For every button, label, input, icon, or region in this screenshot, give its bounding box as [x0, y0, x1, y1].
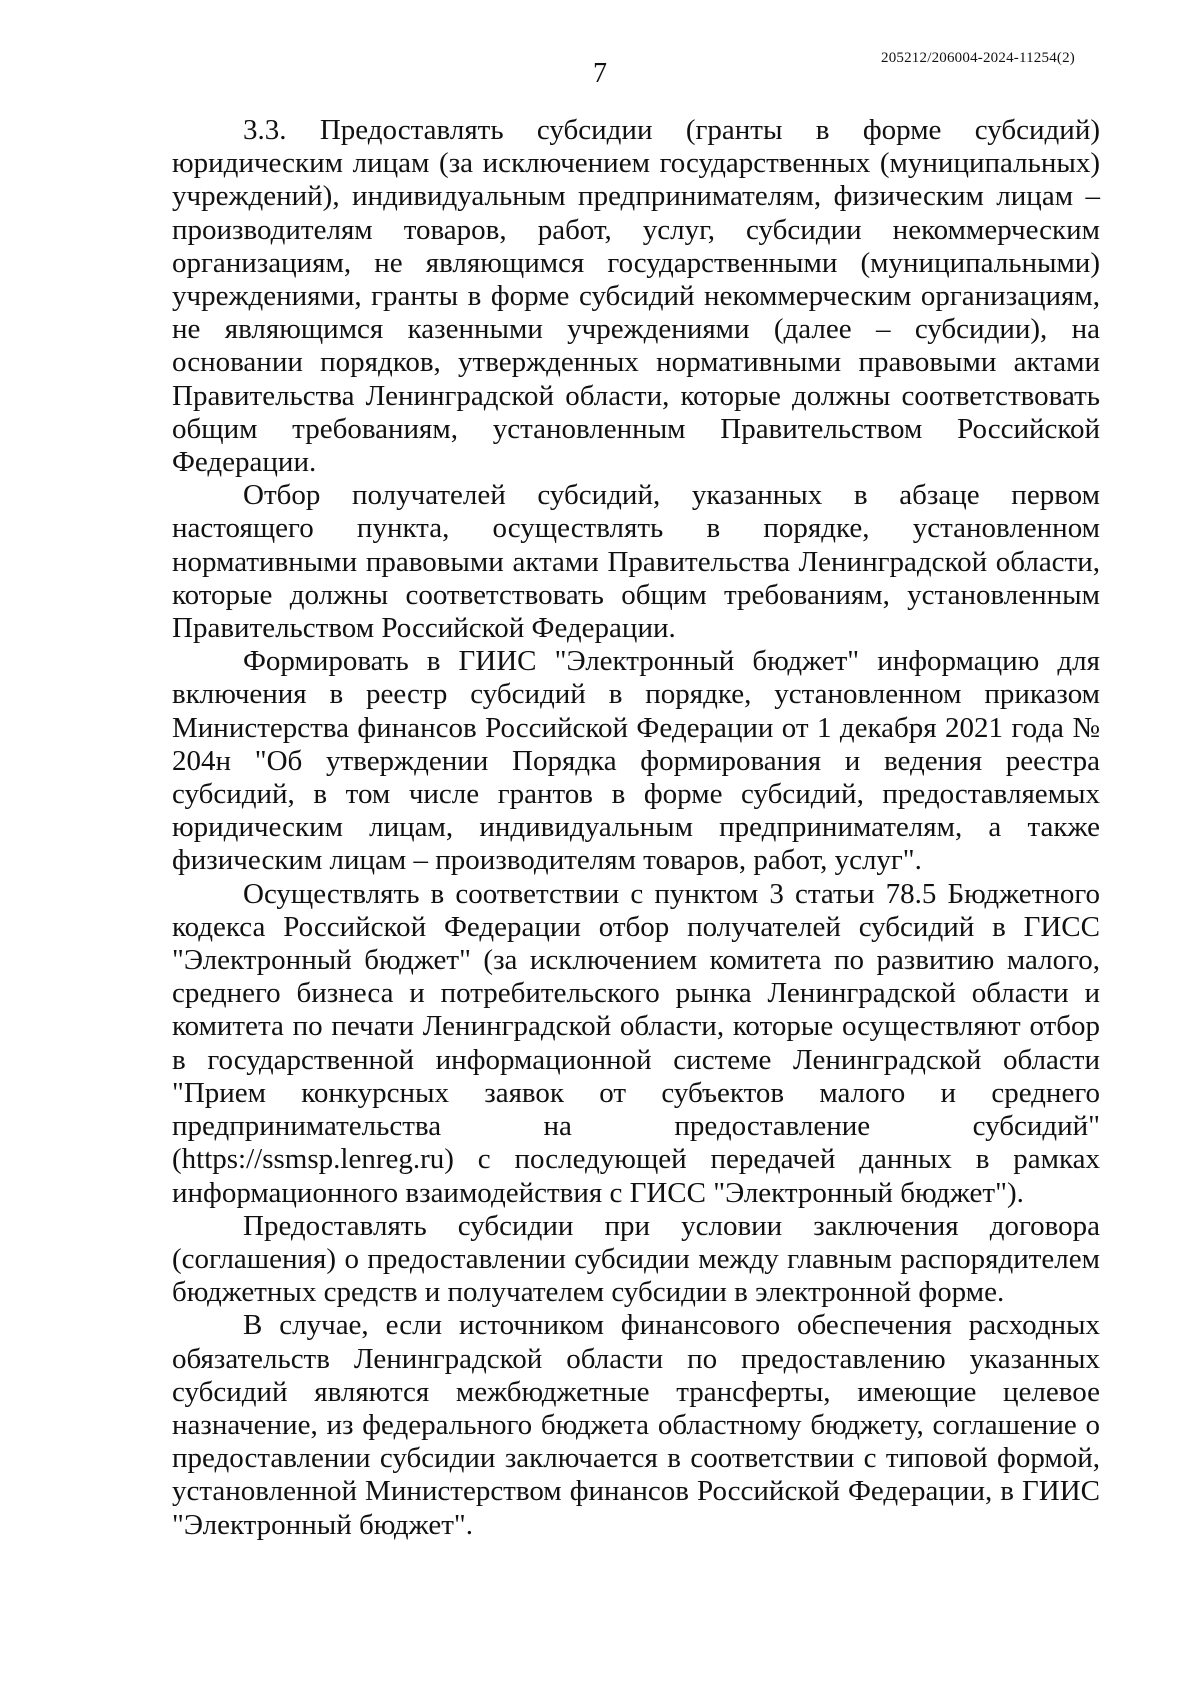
document-registration-number: 205212/206004-2024-11254(2): [881, 50, 1075, 66]
paragraph-subsidy-registry: Формировать в ГИИС "Электронный бюджет" информацию для включения в реестр субсидий в порядке, установленном приказом Министерства финансов Российской Федерации от 1 декабря 2021 года № 204н "Об утверждении Порядка формирования и ведения реестра субсидий, в том числе грантов в форме субсидий, предоставляемых юридическим лицам, индивидуальным предпринимателям, а также физическим лицам – производителям товаров, работ, услуг".: [172, 645, 1100, 877]
paragraph-3-3: 3.3. Предоставлять субсидии (гранты в форме субсидий) юридическим лицам (за исключением государственных (муниципальных) учреждений), индивидуальным предпринимателям, физическим лицам – производителям товаров, работ, услуг, субсидии некоммерческим организациям, не являющимся государственными (муниципальными) учреждениями, гранты в форме субсидий некоммерческим организациям, не являющимся казенными учреждениями (далее – субсидии), на основании порядков, утвержденных нормативными правовыми актами Правительства Ленинградской области, которые должны соответствовать общим требованиям, установленным Правительством Российской Федерации.: [172, 114, 1100, 479]
paragraph-selection-procedure: Отбор получателей субсидий, указанных в абзаце первом настоящего пункта, осуществлять в порядке, установленном нормативными правовыми актами Правительства Ленинградской области, которые должны соответствовать общим требованиям, установленным Правительством Российской Федерации.: [172, 479, 1100, 645]
page-number: 7: [593, 58, 607, 89]
paragraph-selection-giss: Осуществлять в соответствии с пунктом 3 статьи 78.5 Бюджетного кодекса Российской Федерации отбор получателей субсидий в ГИСС "Электронный бюджет" (за исключением комитета по развитию малого, среднего бизнеса и потребительского рынка Ленинградской области и комитета по печати Ленинградской области, которые осуществляют отбор в государственной информационной системе Ленинградской области "Прием конкурсных заявок от субъектов малого и среднего предпринимательства на предоставление субсидий" (https://ssmsp.lenreg.ru) с последующей передачей данных в рамках информационного взаимодействия с ГИСС "Электронный бюджет").: [172, 877, 1100, 1209]
paragraph-agreement-conclusion: Предоставлять субсидии при условии заключения договора (соглашения) о предоставлении субсидии между главным распорядителем бюджетных средств и получателем субсидии в электронной форме.: [172, 1209, 1100, 1309]
paragraph-federal-transfers: В случае, если источником финансового обеспечения расходных обязательств Ленинградской области по предоставлению указанных субсидий являются межбюджетные трансферты, имеющие целевое назначение, из федерального бюджета областному бюджету, соглашение о предоставлении субсидии заключается в соответствии с типовой формой, установленной Министерством финансов Российской Федерации, в ГИИС "Электронный бюджет".: [172, 1309, 1100, 1541]
document-body: [172, 114, 1100, 1542]
